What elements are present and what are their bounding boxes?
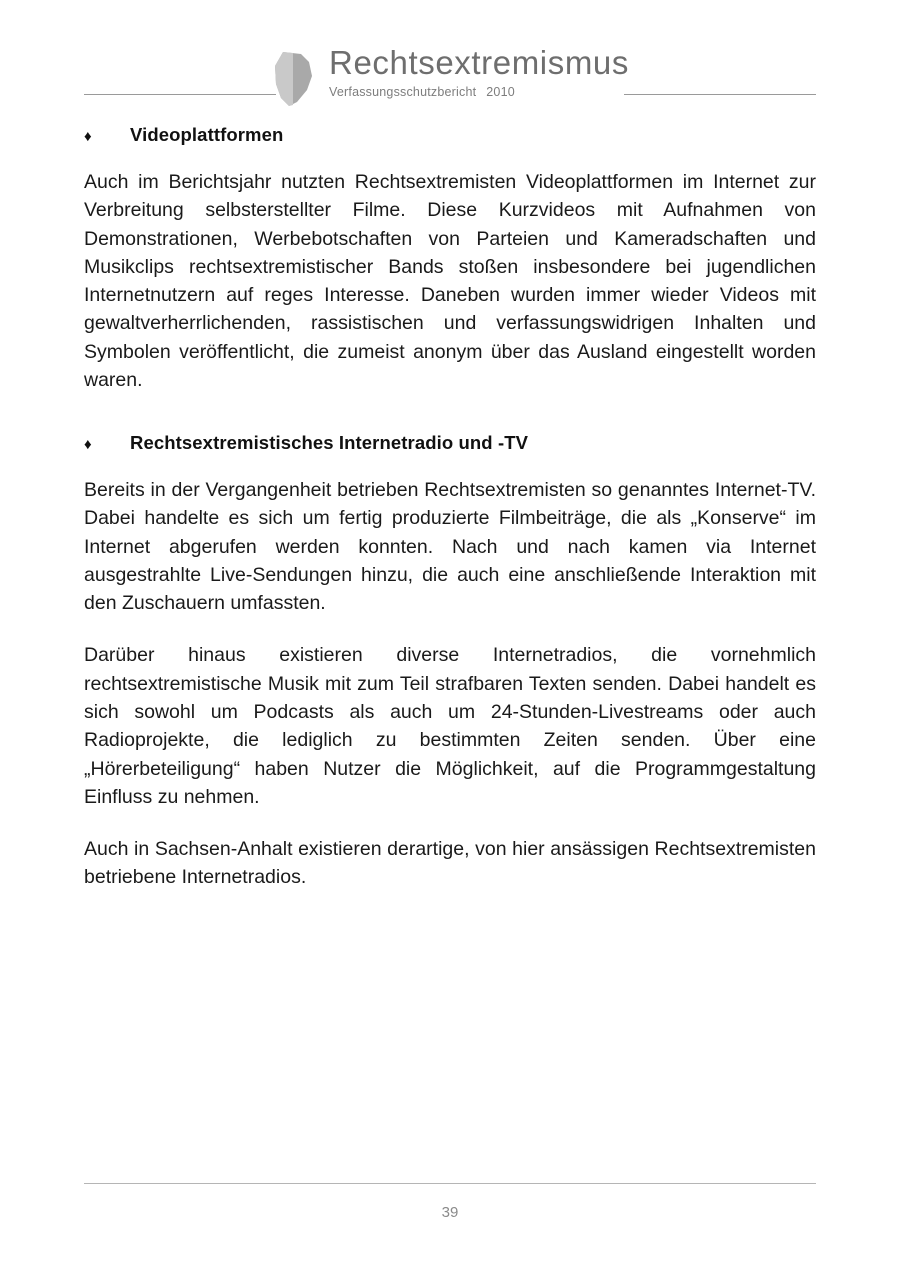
paragraph: Auch im Berichtsjahr nutzten Rechtsextremisten Videoplattformen im Internet zur Verbreitung selbsterstellter Filme. Diese Kurzvideos mit Aufnahmen von Demonstrationen, Werbebotschaften von Parteien und Kameradschaften und Musikclips rechtsextremistischer Bands stoßen insbesondere bei jugendlichen Internetnutzern auf reges Interesse. Daneben wurden immer wieder Videos mit gewaltverherrlichenden, rassistischen und verfassungswidrigen Inhalten und Symbolen veröffentlicht, die zumeist anonym über das Ausland eingestellt worden waren. [84, 171, 816, 391]
document-title: Rechtsextremismus [329, 44, 629, 81]
diamond-bullet-icon: ♦ [84, 128, 92, 145]
header-rule-left [84, 94, 276, 95]
header-logo-block [261, 46, 639, 108]
saxony-anhalt-coat-of-arms-icon [271, 50, 317, 108]
footer-rule [84, 1183, 816, 1184]
section-spacer [84, 418, 816, 432]
section-heading-videoplattformen [84, 124, 816, 146]
section-heading-internetradio [84, 432, 816, 454]
section-heading-label: Rechtsextremistisches Internetradio und -TV [130, 432, 529, 454]
page-number: 39 [441, 1204, 459, 1221]
section-heading-label: Videoplattformen [130, 124, 284, 145]
document-subtitle-text: Verfassungsschutzbericht [329, 85, 477, 99]
page-header [84, 36, 816, 108]
document-year: 2010 [486, 85, 515, 99]
header-rule-right [624, 94, 816, 95]
page-content [84, 124, 816, 892]
paragraph: Auch in Sachsen-Anhalt existieren derartige, von hier ansässigen Rechtsextremisten betriebene Internetradios. [84, 838, 816, 889]
paragraph: Bereits in der Vergangenheit betrieben Rechtsextremisten so genanntes Internet-TV. Dabei handelte es sich um fertig produzierte Filmbeiträge, die als „Konserve“ im Internet abgerufen werden konnten. Nach und nach kamen via Internet ausgestrahlte Live-Sendungen hinzu, die auch eine anschließende Interaktion mit den Zuschauern umfassten. [84, 479, 816, 615]
document-subtitle [329, 85, 515, 99]
page-footer [84, 1183, 816, 1221]
paragraph: Darüber hinaus existieren diverse Internetradios, die vornehmlich rechtsextremistische Musik mit zum Teil strafbaren Texten senden. Dabei handelt es sich sowohl um Podcasts als auch um 24-Stunden-Livestreams oder auch Radioprojekte, die lediglich zu bestimmten Zeiten senden. Über eine „Hörerbeteiligung“ haben Nutzer die Möglichkeit, auf die Programmgestaltung Einfluss zu nehmen. [84, 644, 816, 808]
diamond-bullet-icon: ♦ [84, 436, 92, 454]
